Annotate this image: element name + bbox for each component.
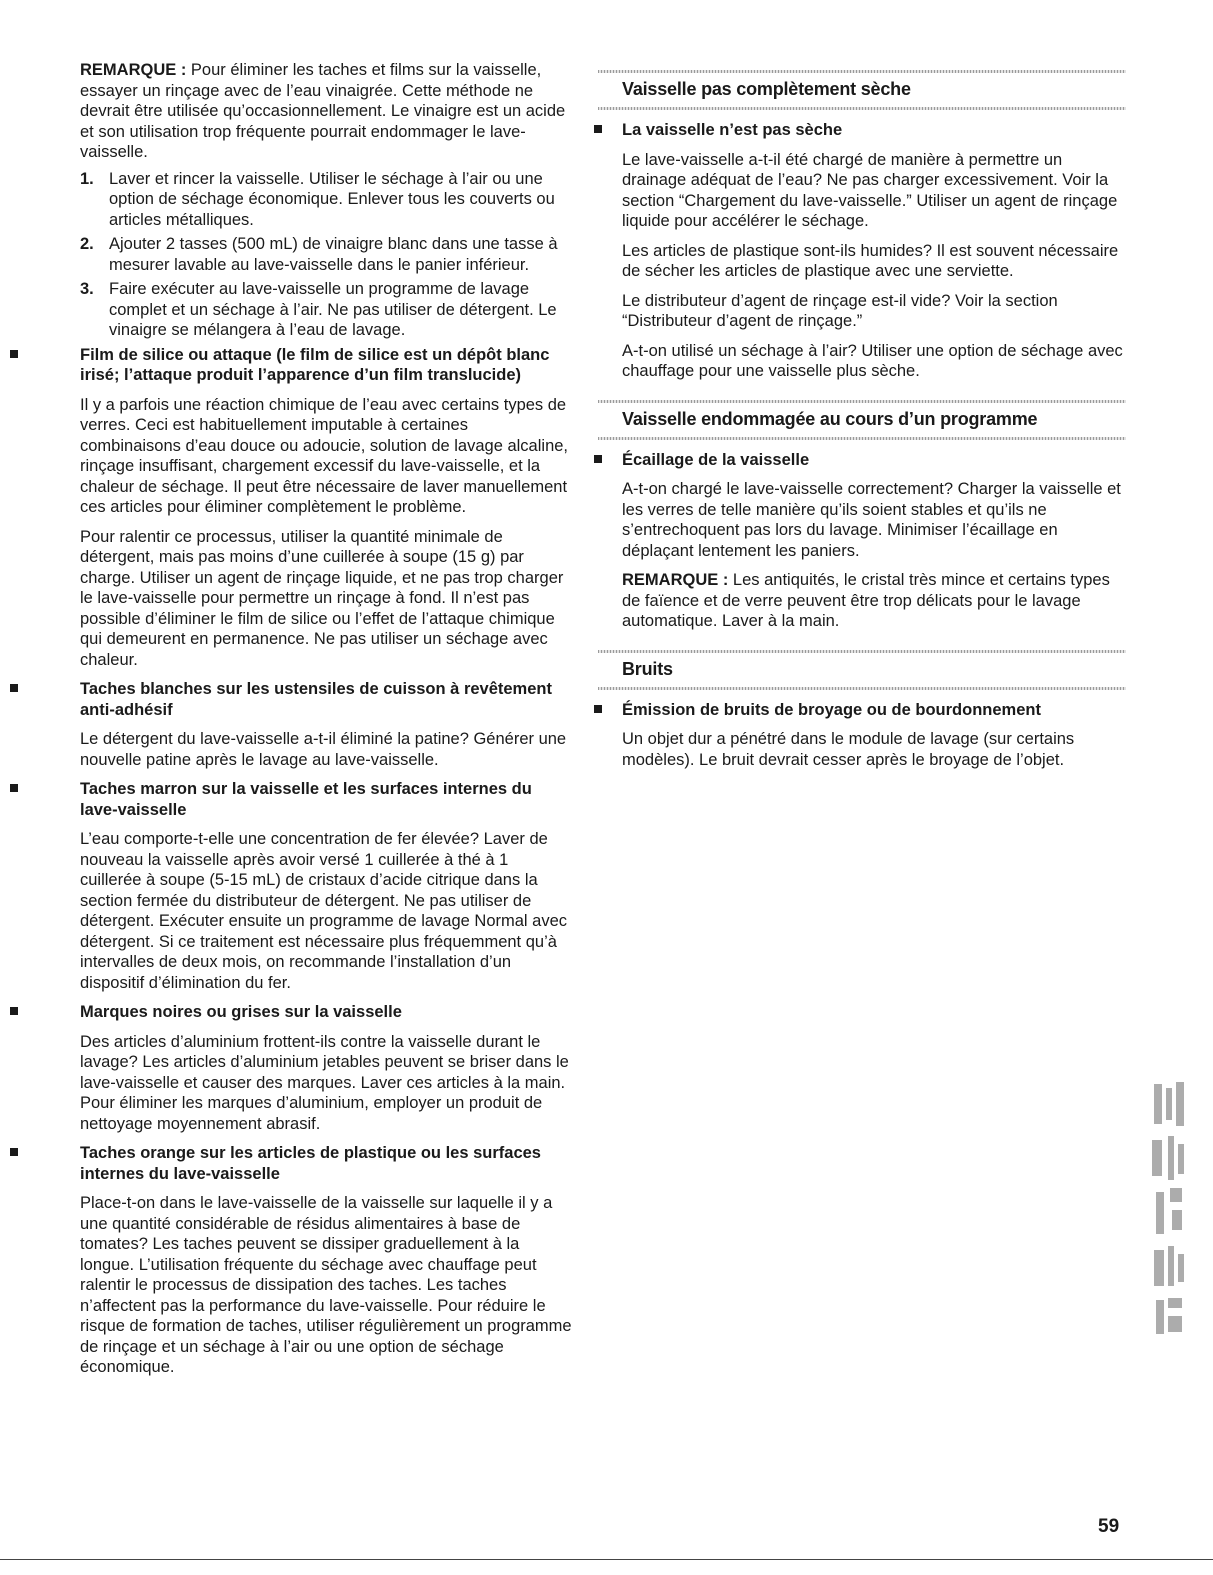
section-header [598,74,1126,106]
note-text: Les antiquités, le cristal très mince et certains types de faïence et de verre peuvent être trop délicats pour le lavage automatique. Laver à la main. [622,571,1110,630]
section-rule [598,437,1126,440]
step-number: 3. [80,280,94,298]
step-number: 1. [80,169,94,188]
vinegar-steps [80,169,572,341]
right-column [598,68,1126,770]
margin-stamp-graphic [1148,1078,1190,1340]
bullet-paragraph: Le lave-vaisselle a-t-il été chargé de manière à permettre un drainage adéquat de l’eau? Ne pas charger excessivement. Voir la section “Chargement du lave-vaisselle.” Utiliser un agent de rinçage liquide pour accélérer le séchage. [622,150,1118,230]
square-bullet-icon [10,1007,18,1015]
bullet-paragraph: L’eau comporte-t-elle une concentration de fer élevée? Laver de nouveau la vaisselle après avoir versé 1 cuillerée à thé à 1 cuillerée à soupe (5-15 mL) de cristaux d’acide citrique dans la section fermée du distributeur de détergent. Ne pas utiliser de détergent. Exécuter ensuite un programme de lavage Normal avec détergent. Si ce traitement est nécessaire plus fréquemment qu’à intervalles de deux mois, on recommande l’installation d’un dispositif d’élimination du fer. [80,830,568,992]
bullet-paragraph: Un objet dur a pénétré dans le module de lavage (sur certains modèles). Le bruit devrait cesser après le broyage de l’objet. [622,730,1075,769]
step-text: Ajouter 2 tasses (500 mL) de vinaigre blanc dans une tasse à mesurer lavable au lave-vaisselle dans le panier inférieur. [109,235,558,274]
square-bullet-icon [10,350,18,358]
bullet-heading: Marques noires ou grises sur la vaisselle [80,1003,402,1021]
bullet-paragraph: Pour ralentir ce processus, utiliser la quantité minimale de détergent, mais pas moins d’une cuillerée à soupe (15 g) par charge. Utiliser un agent de rinçage liquide, et ne pas trop charger le lave-vaisselle pour permettre un rinçage à fond. Il n’est pas possible d’éliminer le film de silice ou l’effet de l’attaque chimique qui demeurent en permanence. Ne pas utiliser un séchage avec chaleur. [80,527,564,669]
section-rule [598,687,1126,690]
left-column [80,60,572,1378]
section-title: Vaisselle endommagée au cours d’un programme [622,408,1038,429]
bullet-heading: Écaillage de la vaisselle [622,450,810,469]
bullet-brown-stains [80,779,572,993]
bullet-paragraph: Place-t-on dans le lave-vaisselle de la vaisselle sur laquelle il y a une quantité considérable de résidus alimentaires à base de tomates? Les taches peuvent se dissiper graduellement à la longue. L’utilisation fréquente du séchage avec chauffage peut ralentir le processus de dissipation des taches. Les taches n’affectent pas la performance du lave-vaisselle. Pour réduire le risque de formation de taches, utiliser régulièrement un programme de rinçage et un séchage à l’air ou une option de séchage économique. [80,1194,572,1376]
bullet-heading: Taches orange sur les articles de plastique ou les surfaces internes du lave-vaisselle [80,1144,541,1183]
bullet-paragraph: A-t-on chargé le lave-vaisselle correctement? Charger la vaisselle et les verres de telle manière qu’ils soient stables et qu’ils ne s’entrechoquent pas lors du lavage. Minimiser l’écaillage en déplaçant lentement les paniers. [622,480,1121,560]
section-title: Vaisselle pas complètement sèche [622,79,911,99]
bullet-paragraph: Le détergent du lave-vaisselle a-t-il éliminé la patine? Générer une nouvelle patine après le lavage au lave-vaisselle. [80,730,567,769]
step-number: 2. [80,235,94,253]
bullet-heading: Taches blanches sur les ustensiles de cuisson à revêtement anti-adhésif [80,680,552,719]
vinegar-note [80,60,572,163]
note-label: REMARQUE : [622,571,729,589]
bullet-heading: Émission de bruits de broyage ou de bourdonnement [622,700,1041,719]
bullet-orange-stains [80,1143,572,1378]
note-label: REMARQUE : [80,61,187,79]
square-bullet-icon [10,784,18,792]
step-text: Laver et rincer la vaisselle. Utiliser le séchage à l’air ou une option de séchage économique. Enlever tous les couverts ou articles métalliques. [109,169,555,229]
bullet-paragraph: A-t-on utilisé un séchage à l’air? Utiliser une option de séchage avec chauffage pour une vaisselle plus sèche. [622,341,1123,380]
bullet-paragraph: Le distributeur d’agent de rinçage est-il vide? Voir la section “Distributeur d’agent de rinçage.” [622,291,1058,330]
bullet-noise [622,700,1126,771]
square-bullet-icon [594,455,602,463]
bullet-not-dry [622,120,1126,382]
chipping-note [622,570,1126,632]
bullet-black-marks [80,1002,572,1134]
square-bullet-icon [10,684,18,692]
note-text: Pour éliminer les taches et films sur la vaisselle, essayer un rinçage avec de l’eau vinaigrée. Cette méthode ne devrait être utilisée qu’occasionnellement. Le vinaigre est un acide et son utilisation trop fréquente pourrait endommager le lave-vaisselle. [80,61,566,161]
section-rule [598,70,1126,73]
section-header [598,404,1126,436]
step-item [80,234,572,275]
section-rule [598,107,1126,110]
bullet-paragraph: Les articles de plastique sont-ils humides? Il est souvent nécessaire de sécher les articles de plastique avec une serviette. [622,241,1119,280]
page-number: 59 [1098,1516,1120,1537]
step-text: Faire exécuter au lave-vaisselle un programme de lavage complet et un séchage à l’air. Ne pas utiliser de détergent. Le vinaigre se mélangera à l’eau de lavage. [109,280,557,339]
footer-rule [0,1559,1213,1560]
bullet-heading: Taches marron sur la vaisselle et les surfaces internes du lave-vaisselle [80,780,532,819]
bullet-silica-film [80,345,572,671]
bullet-paragraph: Il y a parfois une réaction chimique de l’eau avec certains types de verres. Ceci est habituellement imputable à certaines combinaisons d’eau douce ou adoucie, solution de lavage alcaline, rinçage insuffisant, chargement excessif du lave-vaisselle, et la chaleur de séchage. Il peut être nécessaire de laver manuellement ces articles pour éliminer complètement le problème. [80,395,569,516]
step-item [80,169,572,231]
bullet-paragraph: Des articles d’aluminium frottent-ils contre la vaisselle durant le lavage? Les articles d’aluminium jetables peuvent se briser dans le lave-vaisselle et causer des marques. Laver ces articles à la main. Pour éliminer les marques d’aluminium, employer un produit de nettoyage moyennement abrasif. [80,1032,569,1133]
square-bullet-icon [594,125,602,133]
section-rule [598,400,1126,403]
section-rule [598,650,1126,653]
section-title: Bruits [622,658,673,679]
bullet-chipping [622,450,1126,632]
square-bullet-icon [594,705,602,713]
bullet-heading: Film de silice ou attaque (le film de silice est un dépôt blanc irisé; l’attaque produit l’apparence d’un film translucide) [80,345,550,384]
square-bullet-icon [10,1148,18,1156]
step-item [80,279,572,341]
bullet-heading: La vaisselle n’est pas sèche [622,121,843,139]
section-header [598,654,1126,686]
bullet-white-spots [80,679,572,770]
